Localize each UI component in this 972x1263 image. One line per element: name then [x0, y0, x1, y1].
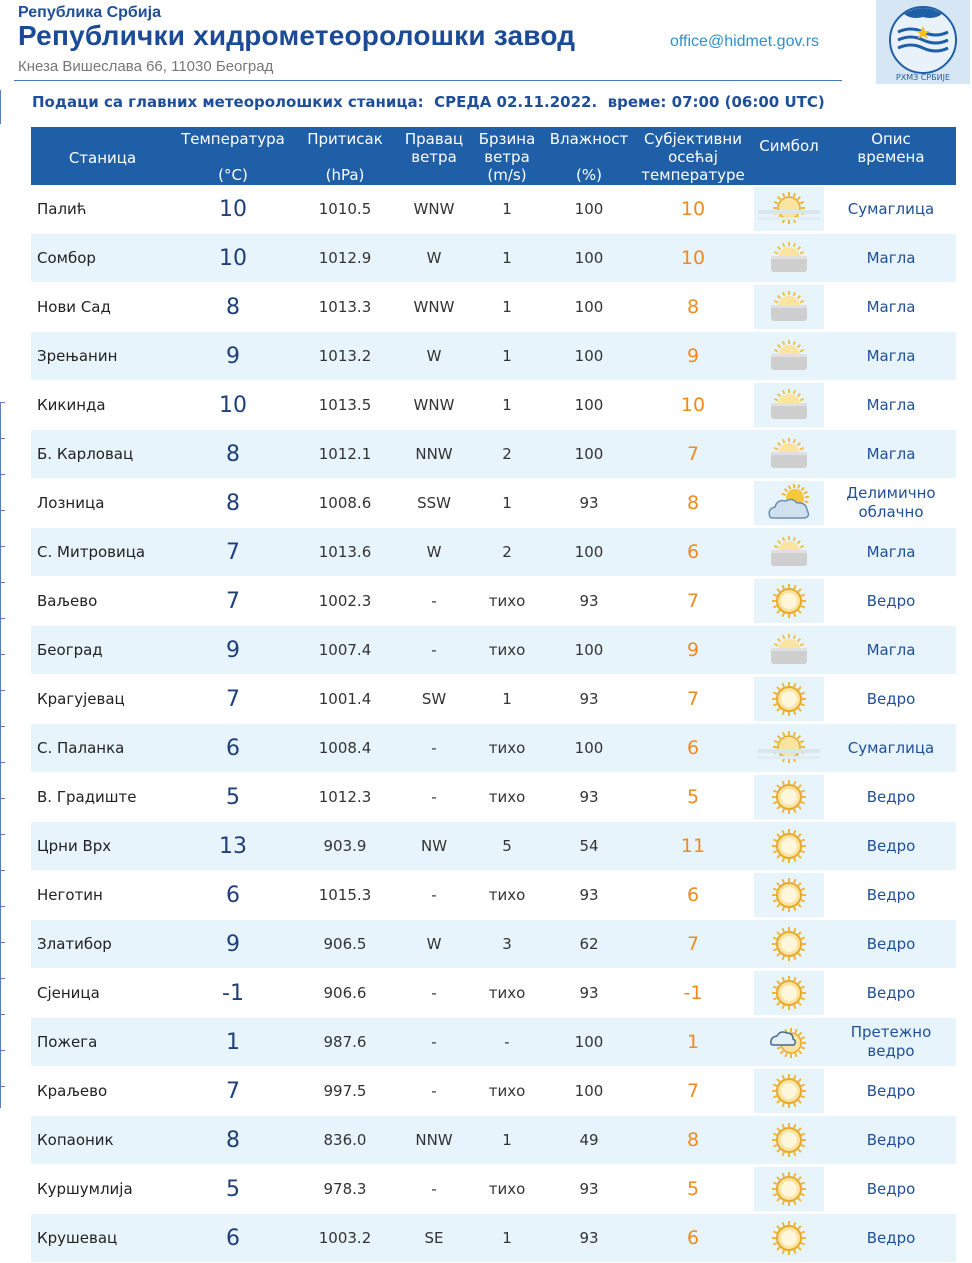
description-line: Ведро — [826, 788, 956, 807]
weather-description — [826, 1214, 956, 1263]
pressure-value: 1013.5 — [292, 381, 398, 430]
humidity-value: 100 — [544, 234, 634, 283]
temperature-value: 1 — [174, 1018, 292, 1067]
table-row — [31, 577, 956, 626]
haze-icon — [752, 728, 826, 768]
description-line: Ведро — [826, 1180, 956, 1199]
pressure-value: 1007.4 — [292, 626, 398, 675]
table-row — [31, 626, 956, 675]
weather-symbol — [752, 381, 826, 430]
temperature-value: 9 — [174, 626, 292, 675]
sun-icon — [752, 677, 826, 721]
table-row — [31, 381, 956, 430]
weather-symbol — [752, 1018, 826, 1067]
temperature-value: 9 — [174, 920, 292, 969]
fog-icon — [752, 630, 826, 670]
sun-icon — [752, 579, 826, 623]
wind-direction-value: WNW — [398, 185, 470, 234]
weather-symbol — [752, 577, 826, 626]
humidity-value: 49 — [544, 1116, 634, 1165]
feel-temperature-value: 10 — [634, 381, 752, 430]
temperature-value: 5 — [174, 1165, 292, 1214]
feel-temperature-value: 7 — [634, 577, 752, 626]
republic-label: Република Србија — [18, 4, 161, 22]
wind-speed-value: - — [470, 1018, 544, 1067]
col-humidity: Влажност (%) — [544, 127, 634, 185]
weather-description — [826, 381, 956, 430]
pressure-value: 1003.2 — [292, 1214, 398, 1263]
weather-description — [826, 1165, 956, 1214]
description-line: Магла — [826, 347, 956, 366]
station-name: Краљево — [31, 1067, 174, 1116]
weather-description — [826, 773, 956, 822]
weather-description — [826, 234, 956, 283]
institute-title[interactable]: Републички хидрометеоролошки завод — [18, 20, 575, 52]
station-name: С. Паланка — [31, 724, 174, 773]
description-line: Ведро — [826, 935, 956, 954]
temperature-value: 6 — [174, 1214, 292, 1263]
feel-temperature-value: 6 — [634, 724, 752, 773]
col-pressure: Притисак (hPa) — [292, 127, 398, 185]
table-row — [31, 724, 956, 773]
station-name: Палић — [31, 185, 174, 234]
feel-temperature-value: 7 — [634, 430, 752, 479]
humidity-value: 93 — [544, 773, 634, 822]
feel-temperature-value: 10 — [634, 234, 752, 283]
weather-symbol — [752, 822, 826, 871]
description-line: облачно — [826, 503, 956, 522]
description-line: Ведро — [826, 1229, 956, 1248]
weather-symbol — [752, 185, 826, 234]
description-line: Магла — [826, 641, 956, 660]
description-line: Ведро — [826, 1131, 956, 1150]
col-wind-speed: Брзина ветра (m/s) — [470, 127, 544, 185]
wind-direction-value: WNW — [398, 283, 470, 332]
wind-direction-value: - — [398, 1018, 470, 1067]
weather-symbol — [752, 332, 826, 381]
page-subtitle: Подаци са главних метеоролошких станица: СРЕДА 02.11.2022. време: 07:00 (06:00 UTC) — [32, 93, 825, 111]
sun-icon — [752, 826, 826, 866]
humidity-value: 100 — [544, 626, 634, 675]
station-name: Копаоник — [31, 1116, 174, 1165]
partly-cloudy-icon — [752, 481, 826, 525]
humidity-value: 100 — [544, 1067, 634, 1116]
description-line: Магла — [826, 249, 956, 268]
station-name: Куршумлија — [31, 1165, 174, 1214]
weather-symbol — [752, 1214, 826, 1263]
pressure-value: 1008.6 — [292, 479, 398, 528]
weather-symbol — [752, 920, 826, 969]
description-line: Ведро — [826, 984, 956, 1003]
weather-description — [826, 332, 956, 381]
weather-description — [826, 1067, 956, 1116]
wind-speed-value: 1 — [470, 332, 544, 381]
table-row — [31, 822, 956, 871]
station-name: Нови Сад — [31, 283, 174, 332]
wind-direction-value: W — [398, 234, 470, 283]
weather-symbol — [752, 773, 826, 822]
mostly-clear-icon — [752, 1022, 826, 1062]
feel-temperature-value: 6 — [634, 1214, 752, 1263]
weather-symbol — [752, 1116, 826, 1165]
humidity-value: 93 — [544, 871, 634, 920]
weather-symbol — [752, 675, 826, 724]
table-row — [31, 479, 956, 528]
left-frame — [0, 402, 4, 1108]
weather-description — [826, 430, 956, 479]
table-row — [31, 430, 956, 479]
feel-temperature-value: 8 — [634, 479, 752, 528]
logo-text: РХМЗ СРБИЈЕ — [896, 73, 950, 82]
humidity-value: 93 — [544, 1165, 634, 1214]
pressure-value: 906.5 — [292, 920, 398, 969]
table-row — [31, 969, 956, 1018]
pressure-value: 836.0 — [292, 1116, 398, 1165]
feel-temperature-value: 5 — [634, 1165, 752, 1214]
pressure-value: 987.6 — [292, 1018, 398, 1067]
wind-speed-value: тихо — [470, 626, 544, 675]
header-divider — [14, 80, 842, 81]
feel-temperature-value: 7 — [634, 1067, 752, 1116]
wind-speed-value: 3 — [470, 920, 544, 969]
description-line: Ведро — [826, 837, 956, 856]
wind-speed-value: 5 — [470, 822, 544, 871]
description-line: ведро — [826, 1042, 956, 1061]
wind-direction-value: NNW — [398, 430, 470, 479]
fog-icon — [752, 383, 826, 427]
station-name: Крагујевац — [31, 675, 174, 724]
pressure-value: 1008.4 — [292, 724, 398, 773]
temperature-value: 13 — [174, 822, 292, 871]
pressure-value: 1015.3 — [292, 871, 398, 920]
station-name: Кикинда — [31, 381, 174, 430]
haze-icon — [752, 187, 826, 231]
wind-speed-value: 1 — [470, 1116, 544, 1165]
humidity-value: 54 — [544, 822, 634, 871]
weather-description — [826, 920, 956, 969]
wind-speed-value: тихо — [470, 773, 544, 822]
feel-temperature-value: 8 — [634, 1116, 752, 1165]
wind-speed-value: тихо — [470, 1165, 544, 1214]
humidity-value: 62 — [544, 920, 634, 969]
pressure-value: 1001.4 — [292, 675, 398, 724]
feel-temperature-value: 6 — [634, 528, 752, 577]
description-line: Ведро — [826, 1082, 956, 1101]
description-line: Ведро — [826, 690, 956, 709]
station-name: Ваљево — [31, 577, 174, 626]
fog-icon — [752, 336, 826, 376]
station-name: Сомбор — [31, 234, 174, 283]
station-name: Б. Карловац — [31, 430, 174, 479]
temperature-value: 5 — [174, 773, 292, 822]
wind-speed-value: тихо — [470, 871, 544, 920]
humidity-value: 100 — [544, 430, 634, 479]
weather-symbol — [752, 1165, 826, 1214]
description-line: Магла — [826, 543, 956, 562]
table-header-row — [31, 127, 956, 185]
station-name: Зрењанин — [31, 332, 174, 381]
station-name: Црни Врх — [31, 822, 174, 871]
wind-speed-value: 1 — [470, 1214, 544, 1263]
feel-temperature-value: 1 — [634, 1018, 752, 1067]
table-row — [31, 528, 956, 577]
weather-symbol — [752, 724, 826, 773]
weather-description — [826, 479, 956, 528]
rhmz-logo[interactable] — [876, 0, 970, 84]
feel-temperature-value: 9 — [634, 626, 752, 675]
wind-direction-value: W — [398, 528, 470, 577]
weather-symbol — [752, 283, 826, 332]
pressure-value: 978.3 — [292, 1165, 398, 1214]
humidity-value: 100 — [544, 381, 634, 430]
feel-temperature-value: 10 — [634, 185, 752, 234]
weather-symbol — [752, 234, 826, 283]
wind-direction-value: W — [398, 920, 470, 969]
table-row — [31, 1214, 956, 1263]
pressure-value: 1013.3 — [292, 283, 398, 332]
table-row — [31, 920, 956, 969]
weather-description — [826, 822, 956, 871]
wind-direction-value: - — [398, 871, 470, 920]
station-name: Пожега — [31, 1018, 174, 1067]
table-row — [31, 773, 956, 822]
feel-temperature-value: 6 — [634, 871, 752, 920]
wind-direction-value: SE — [398, 1214, 470, 1263]
feel-temperature-value: 8 — [634, 283, 752, 332]
weather-description — [826, 1018, 956, 1067]
fog-icon — [752, 238, 826, 278]
temperature-value: 9 — [174, 332, 292, 381]
temperature-value: 7 — [174, 528, 292, 577]
weather-description — [826, 185, 956, 234]
humidity-value: 100 — [544, 283, 634, 332]
wind-speed-value: 1 — [470, 675, 544, 724]
table-row — [31, 1018, 956, 1067]
table-row — [31, 871, 956, 920]
weather-symbol — [752, 528, 826, 577]
wind-direction-value: - — [398, 577, 470, 626]
description-line: Магла — [826, 445, 956, 464]
wind-speed-value: 2 — [470, 528, 544, 577]
table-row — [31, 1067, 956, 1116]
pressure-value: 997.5 — [292, 1067, 398, 1116]
weather-description — [826, 871, 956, 920]
table-row — [31, 234, 956, 283]
temperature-value: 10 — [174, 381, 292, 430]
feel-temperature-value: -1 — [634, 969, 752, 1018]
fog-icon — [752, 434, 826, 474]
humidity-value: 100 — [544, 185, 634, 234]
description-line: Ведро — [826, 592, 956, 611]
pressure-value: 1012.3 — [292, 773, 398, 822]
stations-table — [31, 127, 956, 1263]
temperature-value: 8 — [174, 430, 292, 479]
col-symbol: Симбол — [752, 127, 826, 185]
sun-icon — [752, 1120, 826, 1160]
humidity-value: 93 — [544, 479, 634, 528]
weather-description — [826, 675, 956, 724]
left-frame-top — [0, 90, 4, 124]
station-name: Лозница — [31, 479, 174, 528]
station-name: Неготин — [31, 871, 174, 920]
weather-description — [826, 1116, 956, 1165]
temperature-value: 8 — [174, 479, 292, 528]
wind-speed-value: тихо — [470, 724, 544, 773]
wind-speed-value: тихо — [470, 1067, 544, 1116]
description-line: Претежно — [826, 1023, 956, 1042]
wind-direction-value: - — [398, 773, 470, 822]
humidity-value: 100 — [544, 528, 634, 577]
humidity-value: 93 — [544, 675, 634, 724]
humidity-value: 93 — [544, 969, 634, 1018]
wind-speed-value: 1 — [470, 185, 544, 234]
temperature-value: 7 — [174, 1067, 292, 1116]
temperature-value: 6 — [174, 724, 292, 773]
feel-temperature-value: 9 — [634, 332, 752, 381]
table-row — [31, 1116, 956, 1165]
temperature-value: 6 — [174, 871, 292, 920]
wind-speed-value: 1 — [470, 234, 544, 283]
wind-direction-value: SSW — [398, 479, 470, 528]
fog-icon — [752, 532, 826, 572]
humidity-value: 93 — [544, 1214, 634, 1263]
wind-direction-value: - — [398, 626, 470, 675]
description-line: Делимично — [826, 484, 956, 503]
weather-symbol — [752, 1067, 826, 1116]
wind-speed-value: 2 — [470, 430, 544, 479]
weather-description — [826, 969, 956, 1018]
email-link[interactable]: office@hidmet.gov.rs — [670, 33, 819, 51]
temperature-value: 10 — [174, 234, 292, 283]
humidity-value: 100 — [544, 1018, 634, 1067]
wind-direction-value: - — [398, 1067, 470, 1116]
humidity-value: 100 — [544, 724, 634, 773]
col-wind-direction: Правац ветра — [398, 127, 470, 185]
temperature-value: 7 — [174, 577, 292, 626]
sun-icon — [752, 1167, 826, 1211]
temperature-value: -1 — [174, 969, 292, 1018]
weather-symbol — [752, 479, 826, 528]
sun-icon — [752, 1218, 826, 1258]
weather-symbol — [752, 430, 826, 479]
temperature-value: 8 — [174, 283, 292, 332]
wind-speed-value: 1 — [470, 381, 544, 430]
wind-direction-value: SW — [398, 675, 470, 724]
pressure-value: 906.6 — [292, 969, 398, 1018]
temperature-value: 8 — [174, 1116, 292, 1165]
weather-description — [826, 626, 956, 675]
feel-temperature-value: 11 — [634, 822, 752, 871]
wind-direction-value: WNW — [398, 381, 470, 430]
feel-temperature-value: 7 — [634, 920, 752, 969]
feel-temperature-value: 7 — [634, 675, 752, 724]
wind-speed-value: 1 — [470, 283, 544, 332]
temperature-value: 10 — [174, 185, 292, 234]
station-name: В. Градиште — [31, 773, 174, 822]
wind-speed-value: тихо — [470, 969, 544, 1018]
wind-direction-value: W — [398, 332, 470, 381]
col-station: Станица — [31, 127, 174, 185]
pressure-value: 1013.2 — [292, 332, 398, 381]
table-row — [31, 283, 956, 332]
address-text: Кнеза Вишеслава 66, 11030 Београд — [18, 58, 273, 75]
weather-symbol — [752, 626, 826, 675]
description-line: Магла — [826, 396, 956, 415]
weather-description — [826, 528, 956, 577]
station-name: Крушевац — [31, 1214, 174, 1263]
wind-direction-value: NNW — [398, 1116, 470, 1165]
table-row — [31, 332, 956, 381]
wind-speed-value: 1 — [470, 479, 544, 528]
feel-temperature-value: 5 — [634, 773, 752, 822]
pressure-value: 1002.3 — [292, 577, 398, 626]
fog-icon — [752, 285, 826, 329]
station-name: Београд — [31, 626, 174, 675]
pressure-value: 1012.9 — [292, 234, 398, 283]
description-line: Магла — [826, 298, 956, 317]
temperature-value: 7 — [174, 675, 292, 724]
weather-symbol — [752, 969, 826, 1018]
weather-symbol — [752, 871, 826, 920]
description-line: Сумаглица — [826, 200, 956, 219]
station-name: Сјеница — [31, 969, 174, 1018]
wind-direction-value: - — [398, 724, 470, 773]
col-feel-temperature: Субјективни осећај температуре — [634, 127, 752, 185]
station-name: С. Митровица — [31, 528, 174, 577]
wind-direction-value: - — [398, 1165, 470, 1214]
sun-icon — [752, 924, 826, 964]
sun-icon — [752, 775, 826, 819]
site-header — [0, 0, 972, 86]
sun-icon — [752, 873, 826, 917]
table-row — [31, 675, 956, 724]
wind-direction-value: NW — [398, 822, 470, 871]
weather-description — [826, 724, 956, 773]
table-row — [31, 185, 956, 234]
description-line: Сумаглица — [826, 739, 956, 758]
wind-direction-value: - — [398, 969, 470, 1018]
sun-icon — [752, 1069, 826, 1113]
weather-description — [826, 283, 956, 332]
pressure-value: 1012.1 — [292, 430, 398, 479]
table-row — [31, 1165, 956, 1214]
pressure-value: 1013.6 — [292, 528, 398, 577]
humidity-value: 100 — [544, 332, 634, 381]
humidity-value: 93 — [544, 577, 634, 626]
description-line: Ведро — [826, 886, 956, 905]
pressure-value: 903.9 — [292, 822, 398, 871]
col-temperature: Температура (°C) — [174, 127, 292, 185]
col-description: Опис времена — [826, 127, 956, 185]
sun-icon — [752, 971, 826, 1015]
pressure-value: 1010.5 — [292, 185, 398, 234]
wind-speed-value: тихо — [470, 577, 544, 626]
weather-description — [826, 577, 956, 626]
station-name: Златибор — [31, 920, 174, 969]
